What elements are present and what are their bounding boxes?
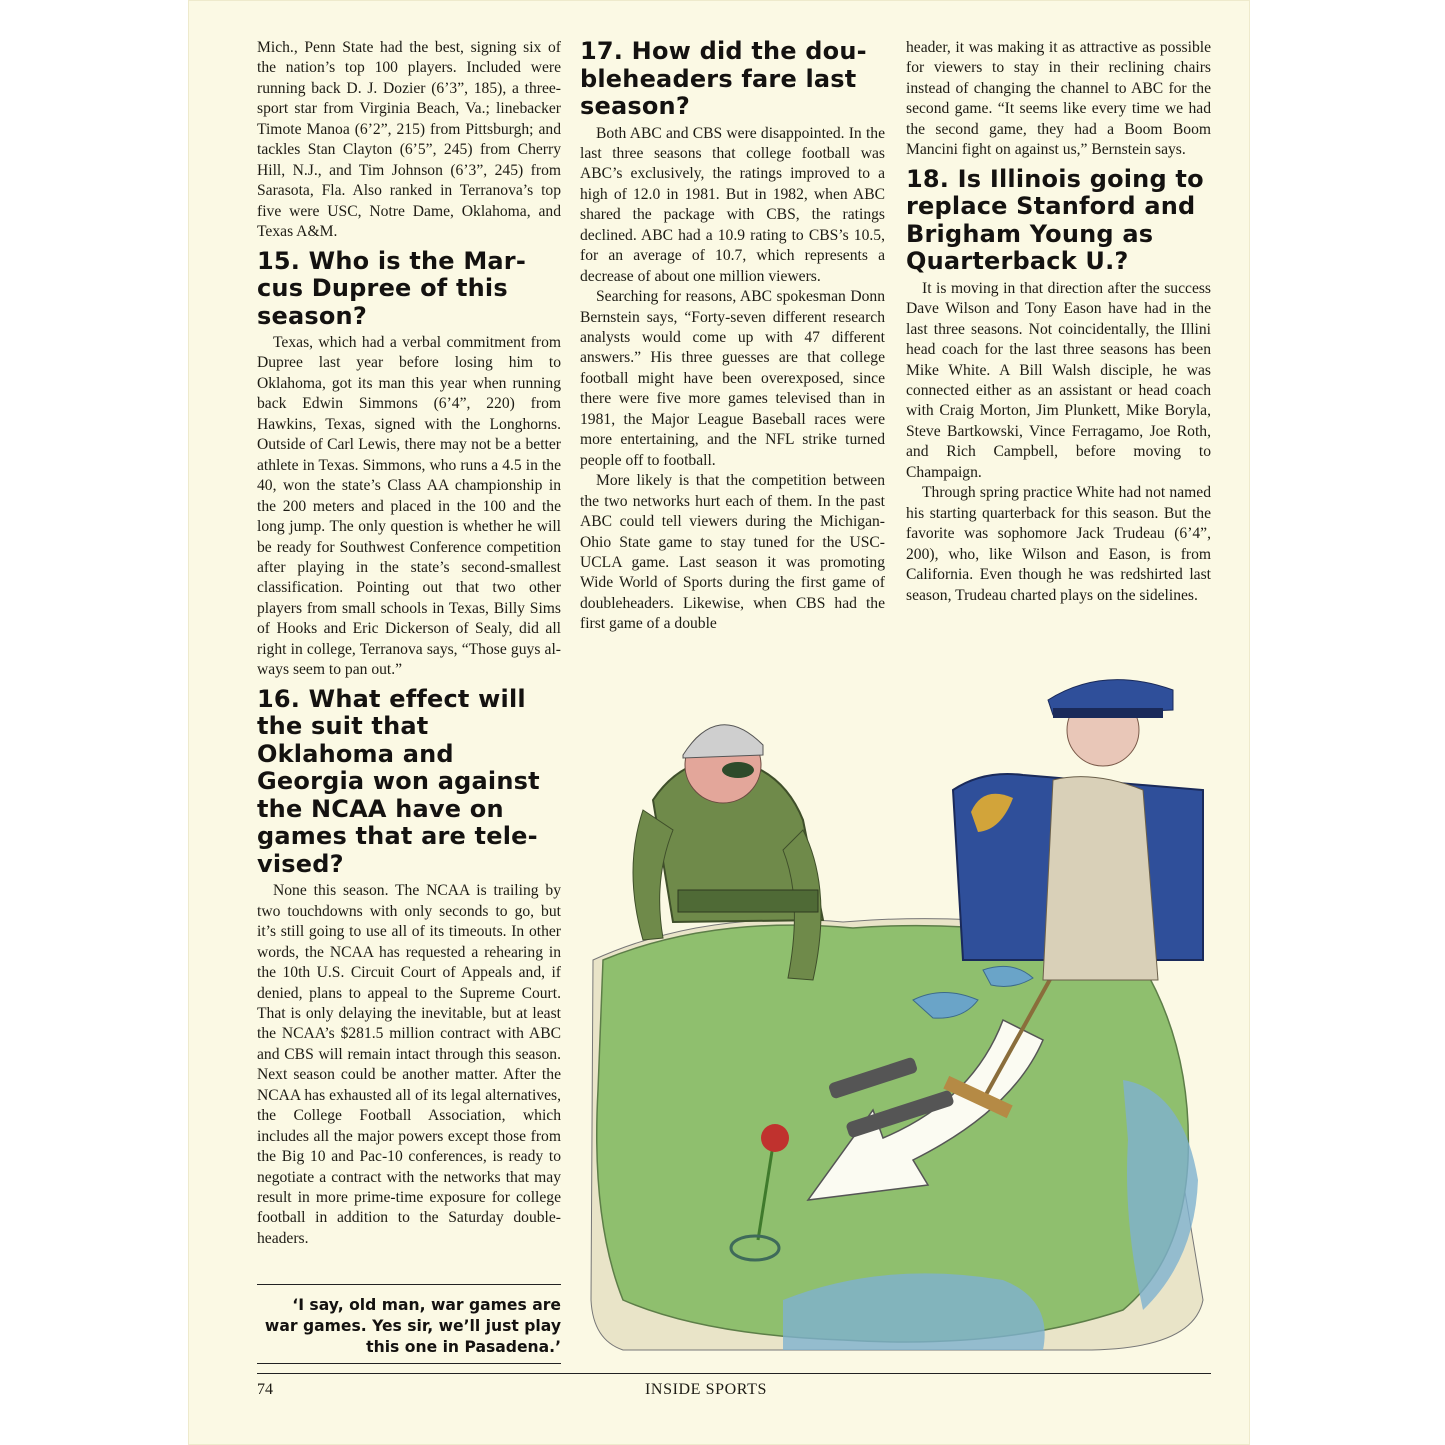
q15-answer: Texas, which had a verbal commitment from Dupree last year before losing him to Oklahoma, got its man this year when running back Edwin Simmons (6’4”, 220) from Hawkins, Texas, signed with the Longhorns. Outside of Carl Lewis, there may not be a better athlete in Texas. Simmons, who runs a 4.5 in the 40, won the state’s Class AA championship in the 200 meters and placed in the 100 and the long jump. The only question is whether he will be ready for Southwest Conference competition after playing in the state’s second-smallest classification. Pointing out that two other players from small schools in Texas, Billy Sims of Hooks and Eric Dickerson of Sealy, did all right in college, Terranova says, “Those guys always seem to pan out.” (257, 334, 561, 679)
magazine-name: INSIDE SPORTS (645, 1381, 767, 1398)
pull-quote-rule-top (257, 1284, 561, 1285)
q14-continued-text: Mich., Penn State had the best, signing six of the nation’s top 100 players. Included were running back D. J. Dozier (6’3”, 185), a three-sport star from Virginia Beach, Va.; linebacker Timote Manoa (6’2”, 215) from Pittsburgh; and tackles Stan Clayton (6’5”, 245) from Cherry Hill, N.J., and Tim Johnson (6’3”, 245) from Sarasota, Fla. Also ranked in Terranova’s top five were USC, Notre Dame, Oklahoma, and Texas A&M. (257, 39, 561, 241)
column-middle (580, 38, 885, 635)
q17-answer-p2: Searching for reasons, ABC spokesman Donn Bernstein says, “Forty-seven different research analysts would come up with 47 different answers.” His three guesses are that college football might have been overexposed, since there were five more games televised than in 1981, the Major League Baseball races were more entertaining, and the NFL strike turned people off to football. (580, 288, 885, 469)
pull-quote: ‘I say, old man, war games are war games. Yes sir, we’ll just play this one in Pasadena.’ (264, 1296, 561, 1356)
pull-quote-rule-bottom (257, 1363, 561, 1364)
admiral-figure (953, 680, 1203, 980)
q18-answer-p2: Through spring practice White had not named his starting quarterback for this season. But the favorite was sophomore Jack Trudeau (6’4”, 200), who, like Wilson and Eason, is from California. Even though he was redshirted last season, Trudeau charted plays on the sidelines. (906, 484, 1211, 604)
q16-heading: 16. What effect will the suit that Oklahoma and Georgia won against the NCAA have on games that are televised? (257, 684, 540, 878)
q17-answer-p3: More likely is that the competition between the two networks hurt each of them. In the past ABC could tell viewers during the Michigan-Ohio State game to stay tuned for the USC-UCLA game. Last season it was promoting Wide World of Sports during the first game of doubleheaders. Likewise, when CBS had the first game of a double (580, 472, 885, 633)
war-games-illustration (583, 660, 1208, 1355)
q18-heading: 18. Is Illinois going to replace Stanford and Brigham Young as Quarterback U.? (906, 164, 1204, 276)
footer-rule (257, 1373, 1211, 1374)
q17-continued-text: header, it was making it as attractive as possible for viewers to stay in their reclining chairs instead of changing the channel to ABC for the second game. “It seems like every time we had the second game, they had a Boom Boom Mancini fight on against us,” Bernstein says. (906, 39, 1211, 159)
q17-answer-p1: Both ABC and CBS were disappointed. In the last three seasons that college football was ABC’s exclusively, the ratings improved to a high of 12.0 in 1981. But in 1982, when ABC shared the package with CBS, the ratings declined. ABC had a 10.9 rating to CBS’s 10.5, for an average of 10.7, which represents a decrease of about one million viewers. (580, 124, 885, 285)
q18-answer-p1: It is moving in that direction after the success Dave Wilson and Tony Eason have had in the last three seasons. Not coincidentally, the Illini head coach for the last three seasons has been Mike White. A Bill Walsh disciple, he was connected either as an assistant or head coach with Craig Morton, Jim Plunkett, Mike Boryla, Steve Bartkowski, Vince Ferragamo, Joe Roth, and Rich Campbell, before moving to Champaign. (906, 279, 1211, 481)
q16-answer: None this season. The NCAA is trailing by two touchdowns with only seconds to go, but it’s still going to use all of its timeouts. In other words, the NCAA has requested a rehearing in the 10th U.S. Circuit Court of Appeals and, if denied, plans to appeal to the Supreme Court. That is only delaying the inevitable, but at least the NCAA’s $281.5 million contract with ABC and CBS will remain intact through this season. Next season could be another matter. After the NCAA has exhausted all of its legal alternatives, the College Football Association, which includes all the major powers except those from the Big 10 and Pac-10 conferences, is ready to negotiate a contract with the networks that may result in more prime-time exposure for college football in addition to the Saturday double-headers. (257, 882, 561, 1247)
q17-heading: 17. How did the doubleheaders fare last season? (580, 37, 867, 120)
q15-heading: 15. Who is the Marcus Dupree of this season? (257, 246, 526, 330)
column-right (906, 38, 1211, 606)
page-number: 74 (257, 1381, 273, 1398)
column-left (257, 38, 561, 1249)
